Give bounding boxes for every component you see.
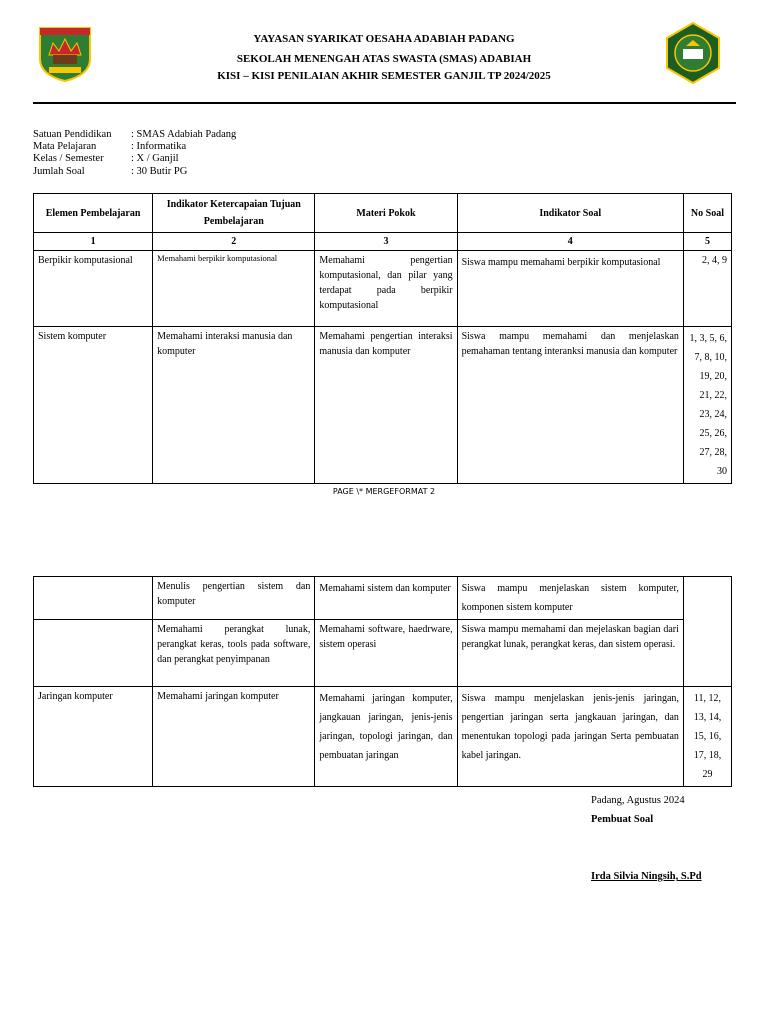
- document-info: [33, 129, 236, 178]
- cell-no-soal: 11, 12, 13, 14, 15, 16, 17, 18, 29: [683, 687, 731, 787]
- info-row-kelas: Kelas / Semester : X / Ganjil: [33, 153, 179, 165]
- table-header-row: [34, 194, 732, 233]
- table-row: [34, 620, 732, 687]
- cell-indikator-soal: Siswa mampu menjelaskan sistem komputer, komponen sistem komputer: [457, 577, 683, 620]
- info-row-mapel: Mata Pelajaran : Informatika: [33, 141, 187, 153]
- document-title: KISI – KISI PENILAIAN AKHIR SEMESTER GANJIL TP 2024/2025: [217, 70, 551, 82]
- header-no-soal: No Soal: [683, 194, 731, 233]
- cell-no-soal: 2, 4, 9: [683, 251, 731, 327]
- cell-indikator: Menulis pengertian sistem dan komputer: [153, 577, 315, 620]
- cell-materi: Memahami software, haedrware, sistem operasi: [315, 620, 457, 687]
- place-date: Padang, Agustus 2024: [591, 795, 685, 806]
- cell-indikator: Memahami interaksi manusia dan komputer: [153, 327, 315, 484]
- cell-materi: Memahami jaringan komputer, jangkauan jaringan, jenis-jenis jaringan, topologi jaringan, dan pembuatan jaringan: [315, 687, 457, 787]
- kisi-table: [33, 193, 732, 484]
- cell-elemen: [34, 577, 153, 620]
- column-number: 2: [153, 233, 315, 251]
- foundation-name: YAYASAN SYARIKAT OESAHA ADABIAH PADANG: [253, 33, 515, 45]
- column-number-row: [34, 233, 732, 251]
- info-row-satuan: Satuan Pendidikan : SMAS Adabiah Padang: [33, 129, 237, 140]
- header-indikator-soal: Indikator Soal: [457, 194, 683, 233]
- header-materi: Materi Pokok: [315, 194, 457, 233]
- table-row: [34, 327, 732, 484]
- table-row: [34, 687, 732, 787]
- column-number: 5: [683, 233, 731, 251]
- column-number: 1: [34, 233, 153, 251]
- signer-role: Pembuat Soal: [591, 814, 654, 825]
- school-name: SEKOLAH MENENGAH ATAS SWASTA (SMAS) ADABIAH: [236, 53, 532, 65]
- cell-elemen: [34, 620, 153, 687]
- cell-no-soal: [683, 620, 731, 687]
- kisi-table-continued: [33, 576, 732, 787]
- column-number: 4: [457, 233, 683, 251]
- table-row: [34, 577, 732, 620]
- cell-materi: Memahami sistem dan komputer: [315, 577, 457, 620]
- column-number: 3: [315, 233, 457, 251]
- header-elemen: Elemen Pembelajaran: [34, 194, 153, 233]
- cell-indikator: Memahami perangkat lunak, perangkat keras, tools pada software, dan perangkat penyimpanan: [153, 620, 315, 687]
- cell-indikator-soal: Siswa mampu memahami dan menjelaskan pemahaman tentang interanksi manusia dan komputer: [457, 327, 683, 484]
- cell-elemen: Berpikir komputasional: [34, 251, 153, 327]
- cell-indikator-soal: Siswa mampu memahami berpikir komputasional: [457, 251, 683, 327]
- page-number-field: PAGE \* MERGEFORMAT 2: [332, 487, 436, 496]
- cell-no-soal: [683, 577, 731, 620]
- cell-no-soal: 1, 3, 5, 6, 7, 8, 10, 19, 20, 21, 22, 23, 24, 25, 26, 27, 28, 30: [683, 327, 731, 484]
- header-indikator-tp: Indikator Ketercapaian Tujuan Pembelajaran: [153, 194, 315, 233]
- cell-indikator: Memahami berpikir komputasional: [153, 251, 315, 327]
- cell-indikator-soal: Siswa mampu memahami dan mejelaskan bagian dari perangkat lunak, perangkat keras, dan sistem operasi.: [457, 620, 683, 687]
- cell-materi: Memahami pengertian komputasional, dan pilar yang terdapat pada berpikir komputasional: [315, 251, 457, 327]
- cell-indikator: Memahami jaringan komputer: [153, 687, 315, 787]
- cell-elemen: Jaringan komputer: [34, 687, 153, 787]
- header-divider: [33, 102, 736, 104]
- table-row: [34, 251, 732, 327]
- cell-elemen: Sistem komputer: [34, 327, 153, 484]
- signer-name: Irda Silvia Ningsih, S.Pd: [591, 871, 702, 882]
- cell-materi: Memahami pengertian interaksi manusia dan komputer: [315, 327, 457, 484]
- info-row-jumlah: Jumlah Soal : 30 Butir PG: [33, 165, 188, 177]
- cell-indikator-soal: Siswa mampu menjelaskan jenis-jenis jaringan, pengertian jaringan serta jangkauan jaringan, dan menentukan topologi pada jaringan Serta pembuatan kabel jaringan.: [457, 687, 683, 787]
